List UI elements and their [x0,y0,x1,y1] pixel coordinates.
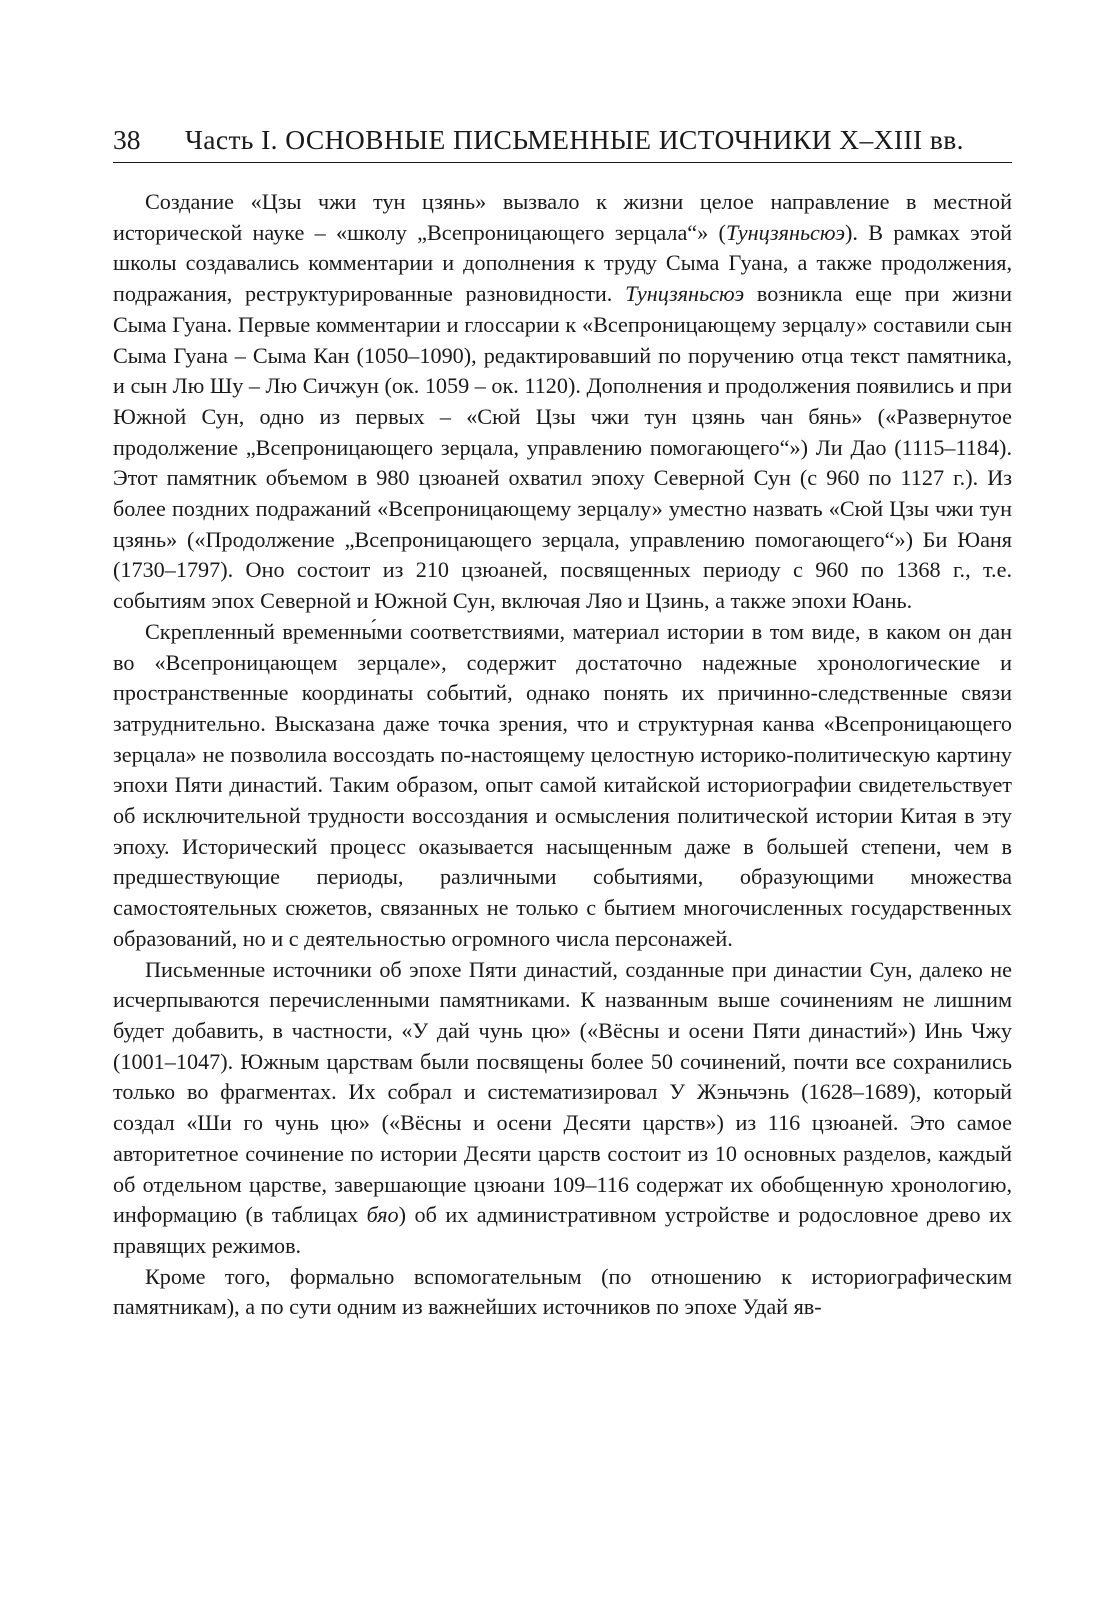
chapter-title: Часть I. ОСНОВНЫЕ ПИСЬМЕННЫЕ ИСТОЧНИКИ X–XIII вв. [185,124,964,155]
text-run: Письменные источники об эпохе Пяти династий, созданные при династии Сун, далеко не исчерпываются перечисленными памятниками. К названным выше сочинениям не лишним будет добавить, в частности, «У дай чунь цю» («Вёсны и осени Пяти династий») Инь Чжу (1001–1047). Южным царствам были посвящены более 50 сочинений, почти все сохранились только во фрагментах. Их собрал и систематизировал У Жэньчэнь (1628–1689), который создал «Ши го чунь цю» («Вёсны и осени Десяти царств») из 116 цзюаней. Это самое авторитетное сочинение по истории Десяти царств состоит из 10 основных разделов, каждый об отдельном царстве, завершающие цзюани 109–116 содержат их обобщенную хронологию, информацию (в таблицах [113,956,1012,1228]
running-head [113,124,1012,163]
book-page [113,124,1012,1323]
paragraph [113,617,1012,955]
paragraph [113,187,1012,617]
text-run: возникла еще при жизни Сыма Гуана. Первые комментарии и глоссарии к «Всепроницающему зерцалу» составили сын Сыма Гуана – Сыма Кан (1050–1090), редактировавший по поручению отца текст памятника, и сын Лю Шу – Лю Сичжун (ок. 1059 – ок. 1120). Дополнения и продолжения появились и при Южной Сун, одно из первых – «Сюй Цзы чжи тун цзянь чан бянь» («Развернутое продолжение „Всепроницающего зерцала, управлению помогающего“») Ли Дао (1115–1184). Этот памятник объемом в 980 цзюаней охватил эпоху Северной Сун (с 960 по 1127 г.). Из более поздних подражаний «Всепроницающему зерцалу» уместно назвать «Сюй Цзы чжи тун цзянь» («Продолжение „Всепроницающего зерцала, управлению помогающего“») Би Юаня (1730–1797). Оно состоит из 210 цзюаней, посвященных периоду с 960 по 1368 г., т.е. событиям эпох Северной и Южной Сун, включая Ляо и Цзинь, а также эпохи Юань. [113,281,1012,614]
italic-term: Тунцзяньсюэ [725,219,846,245]
italic-term: бяо [366,1202,399,1228]
italic-term: Тунцзяньсюэ [625,281,745,307]
body-text [113,187,1012,1323]
text-run: Создание «Цзы чжи тун цзянь» вызвало к жизни целое направление в местной исторической науке – «школу „Всепроницающего зерцала“» ( [113,189,1012,245]
paragraph [113,1262,1012,1323]
page-number: 38 [113,124,141,155]
text-run: ) об их административном устройстве и родословное древо их правящих режимов. [113,1202,1012,1258]
paragraph [113,955,1012,1262]
text-run: Скрепленный временны́ми соответствиями, материал истории в том виде, в каком он дан во «Всепроницающем зерцале», содержит достаточно надежные хронологические и пространственные координаты событий, однако понять их причинно-следственные связи затруднительно. Высказана даже точка зрения, что и структурная канва «Всепроницающего зерцала» не позволила воссоздать по-настоящему целостную историко-политическую картину эпохи Пяти династий. Таким образом, опыт самой китайской историографии свидетельствует об исключительной трудности воссоздания и осмысления политической истории Китая в эту эпоху. Исторический процесс оказывается насыщенным даже в большей степени, чем в предшествующие периоды, различными событиями, образующими множества самостоятельных сюжетов, связанных не только с бытием многочисленных государственных образований, но и с деятельностью огромного числа персонажей. [113,618,1012,951]
text-run: Кроме того, формально вспомогательным (по отношению к историографическим памятникам), а по сути одним из важнейших источников по эпохе Удай яв- [113,1263,1012,1320]
text-run: ). В рамках этой школы создавались комментарии и дополнения к труду Сыма Гуана, а также продолжения, подражания, реструктурированные разновидности. [113,219,1012,307]
